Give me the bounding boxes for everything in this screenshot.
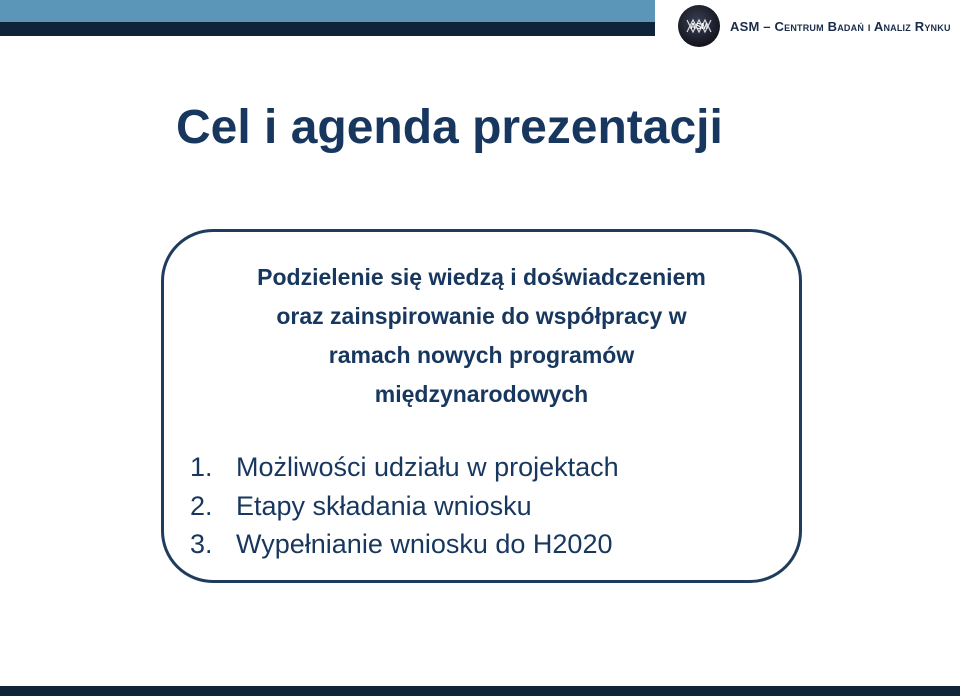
agenda-text: Wypełnianie wniosku do H2020	[236, 529, 613, 559]
agenda-number: 2.	[190, 490, 213, 521]
footer-bar	[0, 686, 960, 696]
objective-line: oraz zainspirowanie do współpracy w	[276, 303, 687, 329]
agenda-item	[190, 487, 619, 526]
asm-logo	[678, 5, 720, 47]
agenda-list	[190, 448, 619, 564]
company-prefix: ASM –	[730, 19, 775, 34]
slide-title: Cel i agenda prezentacji	[176, 101, 723, 154]
objective-line: międzynarodowych	[374, 381, 589, 407]
agenda-number: 1.	[190, 452, 213, 482]
agenda-item	[190, 525, 619, 564]
company-name	[730, 19, 951, 34]
agenda-item	[190, 448, 619, 487]
agenda-number: 3.	[190, 529, 213, 559]
agenda-text: Możliwości udziału w projektach	[236, 452, 619, 482]
logo-text: ASM	[690, 22, 708, 31]
agenda-text: Etapy składania wniosku	[236, 490, 532, 521]
asm-logo-icon	[681, 8, 717, 44]
header-accent-bar	[0, 0, 655, 22]
objective-text	[161, 258, 802, 414]
header-dark-bar	[0, 22, 655, 36]
objective-line: Podzielenie się wiedzą i doświadczeniem	[257, 264, 706, 290]
objective-line: ramach nowych programów	[328, 342, 635, 368]
company-full-name: Centrum Badań i Analiz Rynku	[774, 19, 951, 34]
